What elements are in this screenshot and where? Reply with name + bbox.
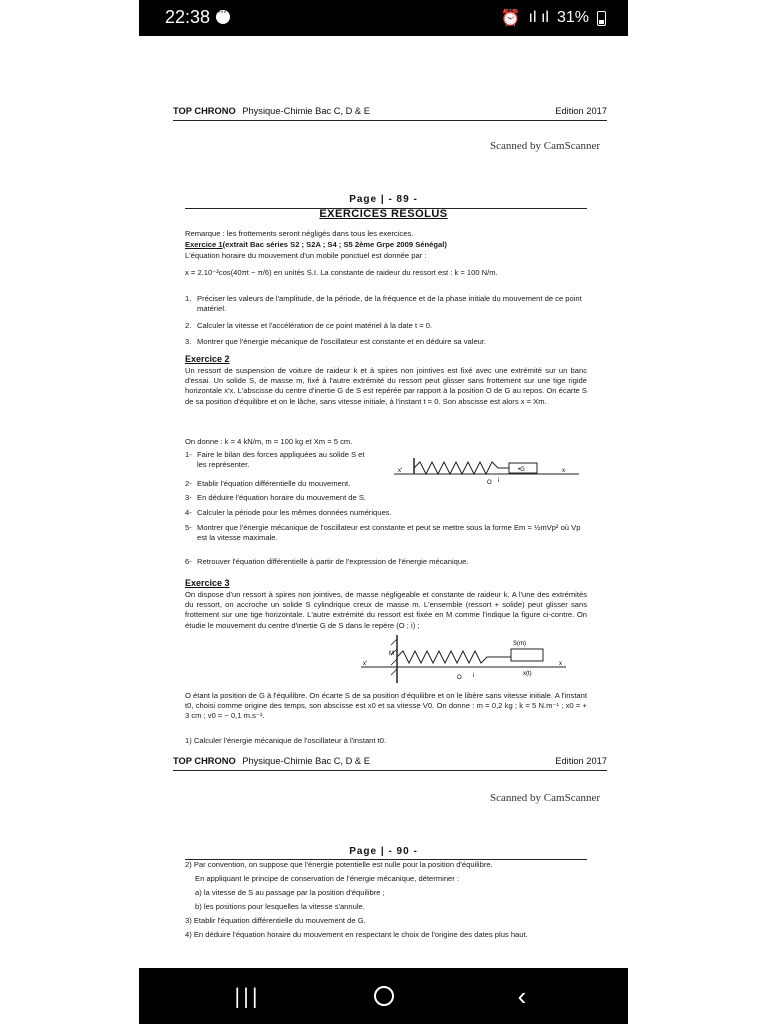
fig3-xprime-label: x': [363, 661, 368, 667]
p90-q4: 4) En déduire l'équation horaire du mouvement en respectant le choix de l'origine des dates plus haut.: [185, 930, 528, 939]
ex1-equation: x = 2.10⁻²cos(40πt − π/6) en unités S.I. La constante de raideur du ressort est : k = 100 N/m.: [185, 268, 498, 277]
ex1-heading-line: [185, 240, 587, 250]
p90-q3: 3) Etablir l'équation différentielle du mouvement de G.: [185, 916, 366, 925]
p90-q2-intro: En appliquant le principe de conservation de l'énergie mécanique, déterminer :: [195, 874, 460, 883]
fig2-G-label: •G: [518, 467, 525, 473]
fig2-x-label: x: [562, 468, 565, 474]
ex2-q4: 4- Calculer la période pour les mêmes données numériques.: [185, 508, 392, 517]
signal-icon: ıl ıl: [528, 9, 549, 26]
home-button[interactable]: [366, 982, 402, 1010]
page-header-2: [173, 756, 607, 766]
ex1-q2: 2. Calculer la vitesse et l'accélération de ce point matériel à la date t = 0.: [185, 321, 433, 330]
fig3-i-label: i: [473, 673, 475, 679]
ex3-spring-figure: [361, 633, 571, 685]
home-circle-icon: [374, 986, 394, 1006]
header2-subject: Physique-Chimie Bac C, D & E: [242, 756, 370, 766]
fig2-i-label: i: [498, 478, 500, 484]
ex2-q2: 2- Etablir l'équation différentielle du mouvement.: [185, 479, 351, 488]
back-button[interactable]: ‹: [517, 981, 527, 1011]
header-edition: Edition 2017: [555, 106, 607, 116]
ex2-text: Un ressort de suspension de voiture de raideur k et à spires non jointives est fixé avec une extrémité sur un banc d'essai. Un solide S, de masse m, fixé à l'autre extrémité du ressort peut glisser sans frottement sur une tige rigide horizontale x'x. L'abscisse du centre d'inertie G de S est repérée par rapport à la position O de G au repos. On écarte S de sa position d'équilibre et on le lâche, sans vitesse initiale, à l'instant t = 0. Son abscisse est alors x = Xm.: [185, 366, 587, 406]
document-viewer[interactable]: [139, 36, 628, 968]
remarque: Remarque : les frottements seront négligés dans tous les exercices.: [185, 229, 414, 238]
scanner-watermark: Scanned by CamScanner: [490, 140, 600, 152]
scanner-watermark-2: Scanned by CamScanner: [490, 792, 600, 804]
fig2-xprime-label: x': [398, 468, 403, 474]
header-rule: [173, 120, 607, 121]
page-number: Page | - 89 -: [349, 194, 418, 205]
fig3-x-label: x: [559, 661, 562, 667]
ex1-q3: 3. Montrer que l'énergie mécanique de l'oscillateur est constante et en déduire sa valeur.: [185, 337, 487, 346]
header-brand: TOP CHRONO: [173, 106, 236, 116]
fig2-O-label: O: [487, 480, 492, 486]
status-time: 22:38: [165, 7, 211, 27]
p90-q2: 2) Par convention, on suppose que l'énergie potentielle est nulle pour la position d'équilibre.: [185, 860, 493, 869]
ex1-q1: 1. Préciser les valeurs de l'amplitude, de la période, de la fréquence et de la phase initiale du mouvement de ce point matériel.: [185, 294, 582, 314]
fig3-xt-label: x(t): [523, 671, 532, 677]
page-title: EXERCICES RESOLUS: [319, 208, 448, 220]
ex1-title: Exercice 1: [185, 240, 223, 249]
status-bar: [139, 0, 628, 36]
fig3-O-label: O: [457, 675, 462, 681]
ex3-title: Exercice 3: [185, 578, 230, 588]
fig3-M-label: M: [389, 651, 394, 657]
ex2-q5: 5- Montrer que l'énergie mécanique de l'oscillateur est constante et peut se mettre sous la forme Em = ½mVp² où Vp est la vitesse maximale.: [185, 523, 581, 543]
alarm-icon: ⏰: [500, 10, 521, 27]
header-subject: Physique-Chimie Bac C, D & E: [242, 106, 370, 116]
ex3-text: On dispose d'un ressort à spires non jointives, de masse négligeable et constante de raideur k. A l'une des extrémités du ressort, on accroche un solide S cylindrique creux de masse m. L'ensemble (ressort + solide) peut glisser sans frottement sur une tige horizontale. L'autre extrémité du ressort est fixée en M comme l'indique la figure ci-contre. On étudie le mouvement du centre d'inertie G de S dans le repère (O ; i) ;: [185, 590, 587, 630]
header2-rule: [173, 770, 607, 771]
ex2-q1: 1- Faire le bilan des forces appliquées au solide S et les représenter.: [185, 450, 365, 470]
page-number-2: Page | - 90 -: [349, 846, 418, 857]
ex2-data: On donne : k = 4 kN/m, m = 100 kg et Xm = 5 cm.: [185, 437, 353, 446]
ex3-q1: 1) Calculer l'énergie mécanique de l'oscillateur à l'instant t0.: [185, 736, 387, 745]
page-header: [173, 106, 607, 116]
header2-brand: TOP CHRONO: [173, 756, 236, 766]
ex1-source: (extrait Bac séries S2 ; S2A ; S4 ; S5 2ème Grpe 2009 Sénégal): [222, 240, 447, 249]
phone-screen: [139, 0, 628, 1024]
header2-edition: Edition 2017: [555, 756, 607, 766]
battery-icon: [597, 11, 606, 26]
p90-q2a: a) la vitesse de S au passage par la position d'équilibre ;: [195, 888, 385, 897]
ex1-intro: L'équation horaire du mouvement d'un mobile ponctuel est donnée par :: [185, 251, 427, 260]
fig3-S-label: S(m): [513, 641, 526, 647]
recent-apps-button[interactable]: |||: [233, 984, 261, 1008]
status-icons: [501, 8, 606, 28]
p90-q2b: b) les positions pour lesquelles la vitesse s'annule.: [195, 902, 365, 911]
ex2-q3: 3- En déduire l'équation horaire du mouvement de S.: [185, 493, 367, 502]
ex3-text2: O étant la position de G à l'équilibre. On écarte S de sa position d'équilibre et on le libère sans vitesse initiale. A l'instant t0, choisi comme origine des temps, son abscisse est x0 et sa vitesse V0. On donne : m = 0,2 kg ; k = 5 N.m⁻¹ ; x0 = + 3 cm ; v0 = − 0,1 m.s⁻¹.: [185, 691, 587, 721]
ex2-q6: 6- Retrouver l'équation différentielle à partir de l'expression de l'énergie mécanique.: [185, 557, 469, 566]
ex2-title: Exercice 2: [185, 354, 230, 364]
message-icon: [216, 10, 230, 24]
battery-percent: 31%: [556, 9, 589, 26]
navigation-bar: [139, 968, 628, 1024]
